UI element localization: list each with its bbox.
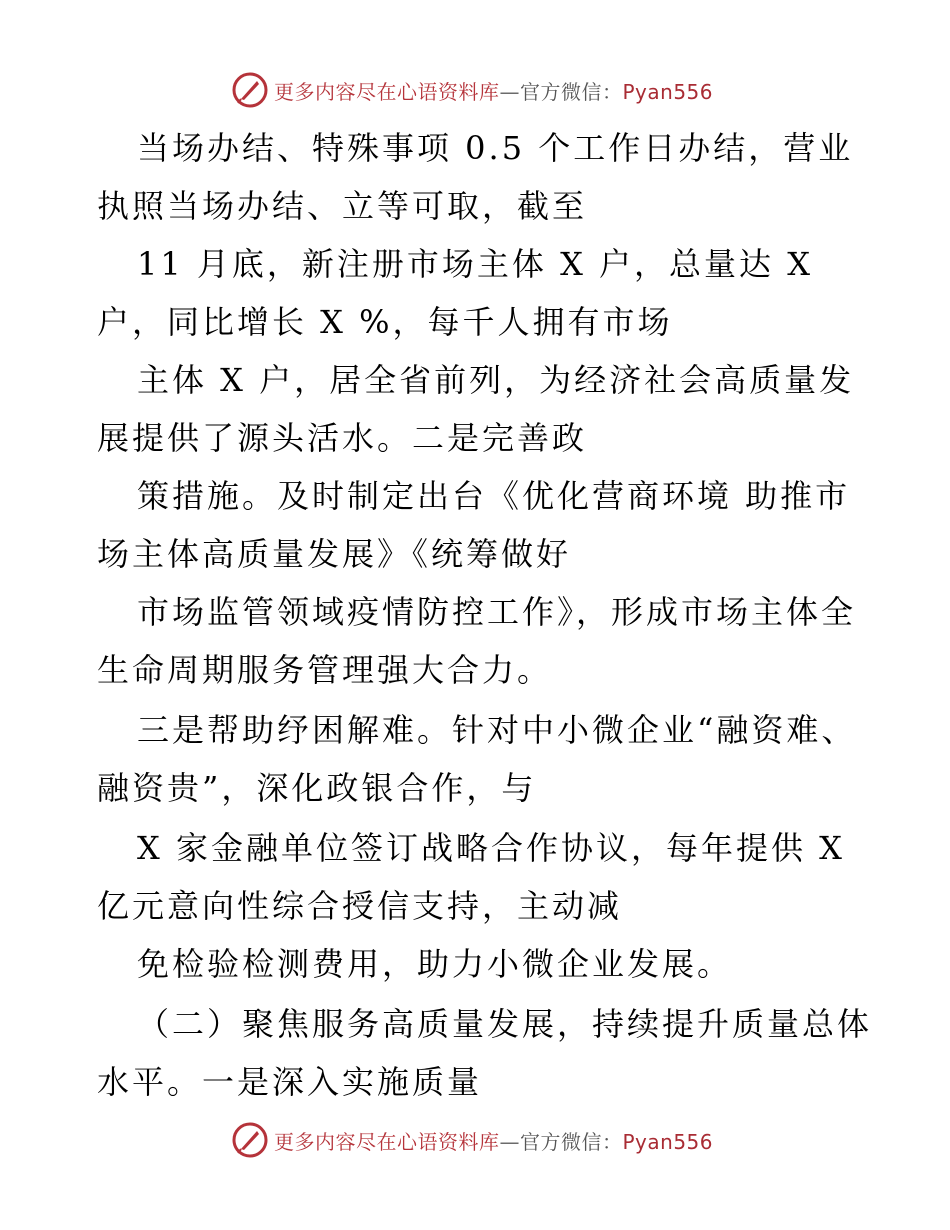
text-line: 亿元意向性综合授信支持，主动减 <box>97 887 623 925</box>
watermark-dash: — <box>499 1129 520 1154</box>
text-line: 三是帮助纾困解难。针对中小微企业“融资难、 <box>137 711 857 749</box>
watermark-wechat-id: Pyan556 <box>622 1129 714 1154</box>
watermark-dash: — <box>499 79 520 104</box>
footer-watermark <box>232 1120 712 1160</box>
text-line: 主体 X 户，居全省前列，为经济社会高质量发 <box>137 361 855 399</box>
text-line: 水平。一是深入实施质量 <box>97 1063 483 1101</box>
text-line: 展提供了源头活水。二是完善政 <box>97 419 588 457</box>
text-line: 执照当场办结、立等可取，截至 <box>97 187 588 225</box>
watermark-wechat-label: 官方微信： <box>520 79 623 104</box>
text-line: 免检验检测费用，助力小微企业发展。 <box>137 945 733 983</box>
text-line: 融资贵”，深化政银合作，与 <box>97 769 537 807</box>
text-line: 市场监管领域疫情防控工作》，形成市场主体全 <box>137 593 857 631</box>
text-line: 11 月底，新注册市场主体 X 户，总量达 X <box>137 245 813 283</box>
feather-logo-icon <box>232 72 268 108</box>
watermark-wechat-id: Pyan556 <box>622 79 714 104</box>
text-line: 场主体高质量发展》《统筹做好 <box>97 535 572 573</box>
watermark-text <box>274 1126 713 1155</box>
header-watermark <box>232 70 712 110</box>
text-line: 当场办结、特殊事项 0.5 个工作日办结，营业 <box>137 129 854 167</box>
text-line: （二）聚焦服务高质量发展，持续提升质量总体 <box>137 1005 873 1043</box>
text-line: 户，同比增长 X %，每千人拥有市场 <box>97 303 673 341</box>
watermark-text <box>274 76 713 105</box>
watermark-wechat-label: 官方微信： <box>520 1129 623 1154</box>
feather-logo-icon <box>232 1122 268 1158</box>
text-line: 生命周期服务管理强大合力。 <box>97 651 553 689</box>
text-line: 策措施。及时制定出台《优化营商环境 助推市 <box>137 477 851 515</box>
watermark-brand: 更多内容尽在心语资料库 <box>274 79 500 104</box>
text-line: X 家金融单位签订战略合作协议，每年提供 X <box>137 829 845 867</box>
watermark-brand: 更多内容尽在心语资料库 <box>274 1129 500 1154</box>
